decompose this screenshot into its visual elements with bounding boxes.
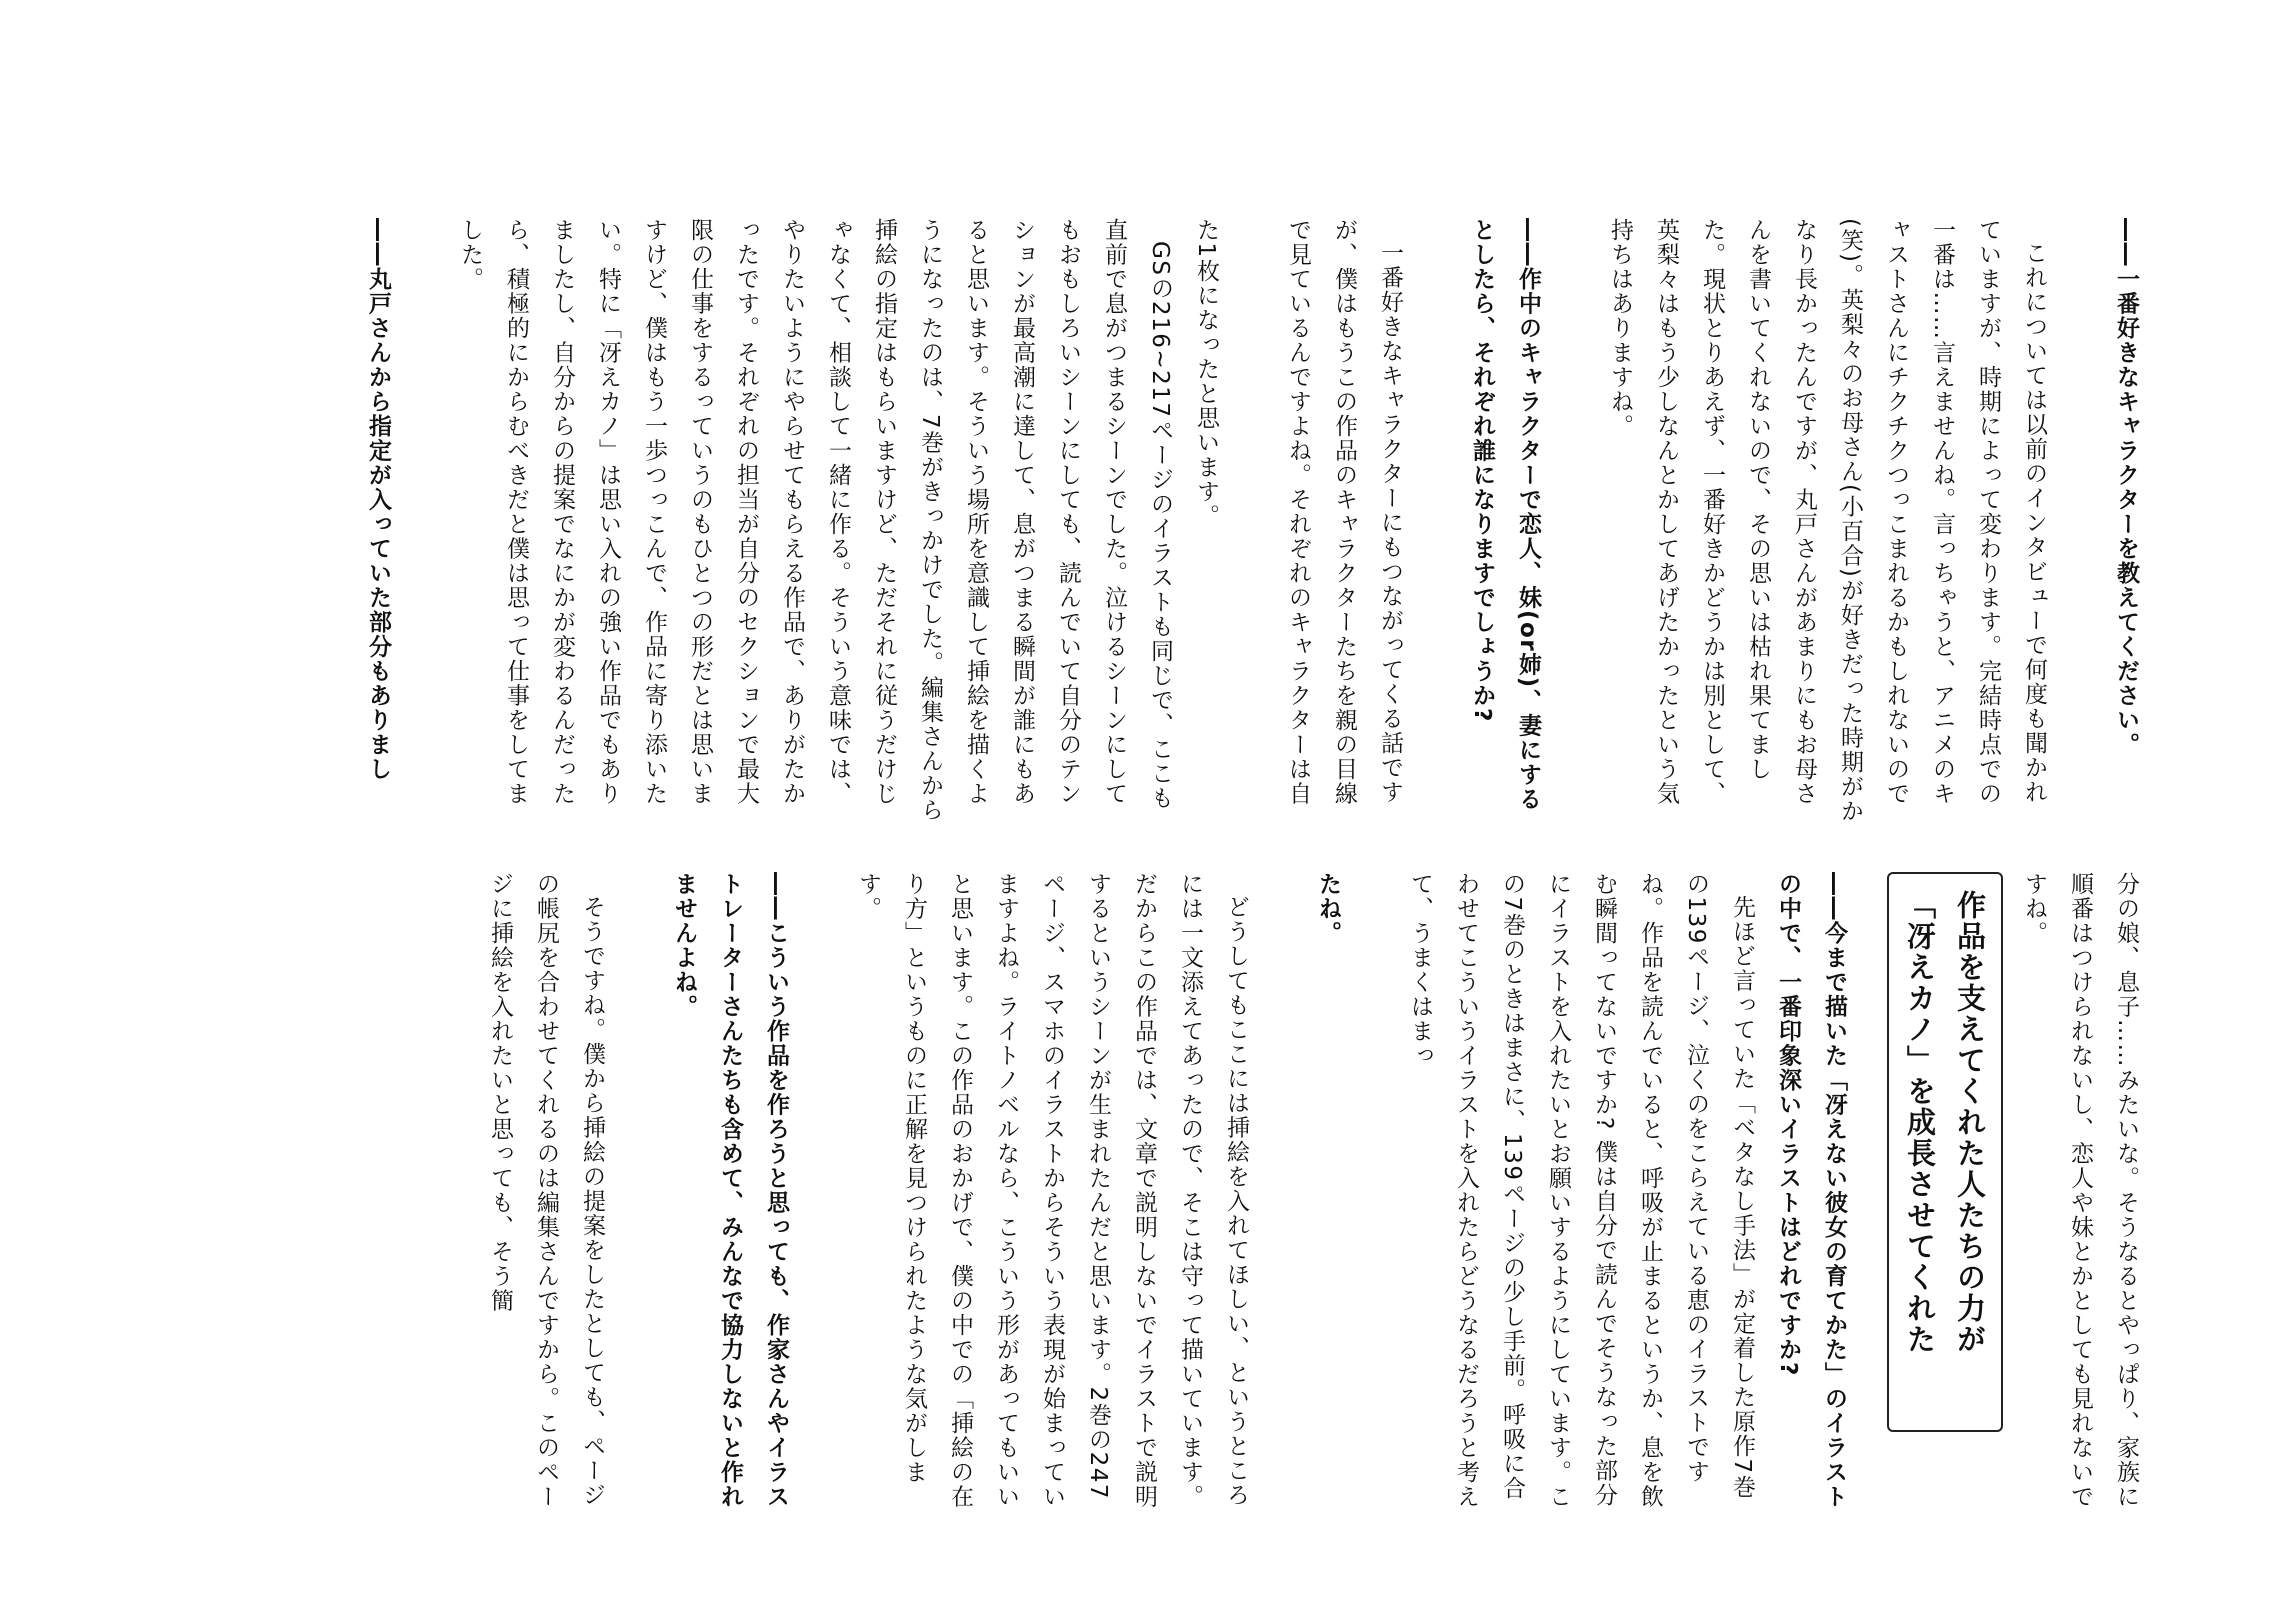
headline-line-2: 「冴えカノ」を成長させてくれた	[1903, 890, 1937, 1355]
question-lover-sister-wife: ――作中のキャラクターで恋人、妹(or姉)、妻にするとしたら、それぞれ誰になりますでしょうか?	[1469, 218, 1541, 812]
paragraph-spacer	[1229, 218, 1275, 828]
answer-lover-sister-wife-continued: 分の娘、息子……みたいな。そうなるとやっぱり、家族に順番はつけられないし、恋人や妹とかとしても見れないですね。	[2021, 872, 2139, 1509]
answer-gs-illustration: GSの216~217ページのイラストも同じで、ここも直前で息がつまるシーンでした。泣けるシーンにしてもおもしろいシーンにしても、読んでいて自分のテンションが最高潮に達して、息がつまる瞬間が誰にもあると思います。そういう場所を意識して挿絵を描くようになったのは、7巻がきっかけでした。編集さんから挿絵の指定はもらいますけど、ただそれに従うだけじゃなくて、相談して一緒に作る。そういう意味では、やりたいようにやらせてもらえる作品で、ありがたかったです。それぞれの担当が自分のセクションで最大限の仕事をするっていうのもひとつの形だとは思いますけど、僕はもう一歩つっこんで、作品に寄り添いたい。特に「冴えカノ」は思い入れの強い作品でもありましたし、自分からの提案でなにかが変わるんだったら、積極的にからむべきだと僕は思って仕事をしてました。	[457, 218, 1173, 823]
answer-marudo-directions: どうしてもここには挿絵を入れてほしい、というところには一文添えてあったので、そこは守って描いています。だからこの作品では、文章で説明しないでイラストで説明するというシーンが生まれたんだと思います。2巻の247ページ、スマホのイラストからそういう表現が始まっていますよね。ライトノベルなら、こういう形があってもいいと思います。この作品のおかげで、僕の中での「挿絵の在り方」というものに正解を見つけられたような気がします。	[855, 872, 1249, 1509]
headline-line-1: 作品を支えてくれた人たちの力が	[1953, 890, 1987, 1355]
paragraph-spacer	[401, 218, 447, 828]
answer-collaboration: そうですね。僕から挿絵の提案をしたとしても、ページの帳尻を合わせてくれるのは編集さんですから。このページに挿絵を入れたいと思っても、そう簡	[487, 872, 605, 1509]
paragraph-spacer	[799, 872, 845, 1512]
question-marudo-directions-start: ――丸戸さんから指定が入っていた部分もありまし	[365, 218, 391, 782]
answer-illustration-end: た1枚になったと思います。	[1193, 218, 1219, 529]
upper-text-tier	[59, 218, 2149, 828]
question-favorite-character: ――一番好きなキャラクターを教えてください。	[2113, 218, 2139, 757]
answer-most-memorable-illustration: 先ほど言っていた「ベタなし手法」が定着した原作7巻の139ページ、泣くのをこらえている恵のイラストですね。作品を読んでいると、呼吸が止まるというか、息を飲む瞬間ってないですか? 僕は自分で読んでそうなった部分にイラストを入れたいとお願いするようにしています。この7巻のときはまさに、139ページの少し手前。呼吸に合わせてこういうイラストを入れたらどうなるだろうと考えて、うまくはまっ	[1407, 872, 1755, 1509]
question-most-memorable-illustration: ――今まで描いた「冴えない彼女の育てかた」のイラストの中で、一番印象深いイラストはどれですか?	[1775, 872, 1847, 1509]
paragraph-spacer	[1259, 872, 1305, 1512]
question-collaboration: ――こういう作品を作ろうと思っても、作家さんやイラストレーターさんたちも含めて、みんなで協力しないと作れませんよね。	[671, 872, 789, 1509]
answer-lover-sister-wife: 一番好きなキャラクターにもつながってくる話ですが、僕はもうこの作品のキャラクターたちを親の目線で見ているんですよね。それぞれのキャラクターは自	[1285, 218, 1403, 806]
paragraph-spacer	[1351, 872, 1397, 1512]
lower-text-tier	[59, 872, 2149, 1512]
question-marudo-directions-end: たね。	[1315, 872, 1341, 946]
paragraph-spacer	[1551, 218, 1597, 828]
paragraph-spacer	[1413, 218, 1459, 828]
section-headline	[1887, 872, 2003, 1432]
answer-favorite-character: これについては以前のインタビューで何度も聞かれていますが、時期によって変わります。完結時点での一番は……言えませんね。言っちゃうと、アニメのキャストさんにチクチクつっこまれるかもしれないので(笑)。英梨々のお母さん(小百合)が好きだった時期がかなり長かったんですが、丸戸さんがあまりにもお母さんを書いてくれないので、その思いは枯れ果てました。現状とりあえず、一番好きかどうかは別として、英梨々はもう少しなんとかしてあげたかったという気持ちはありますね。	[1607, 218, 2047, 824]
paragraph-spacer	[615, 872, 661, 1512]
paragraph-spacer	[2057, 218, 2103, 828]
